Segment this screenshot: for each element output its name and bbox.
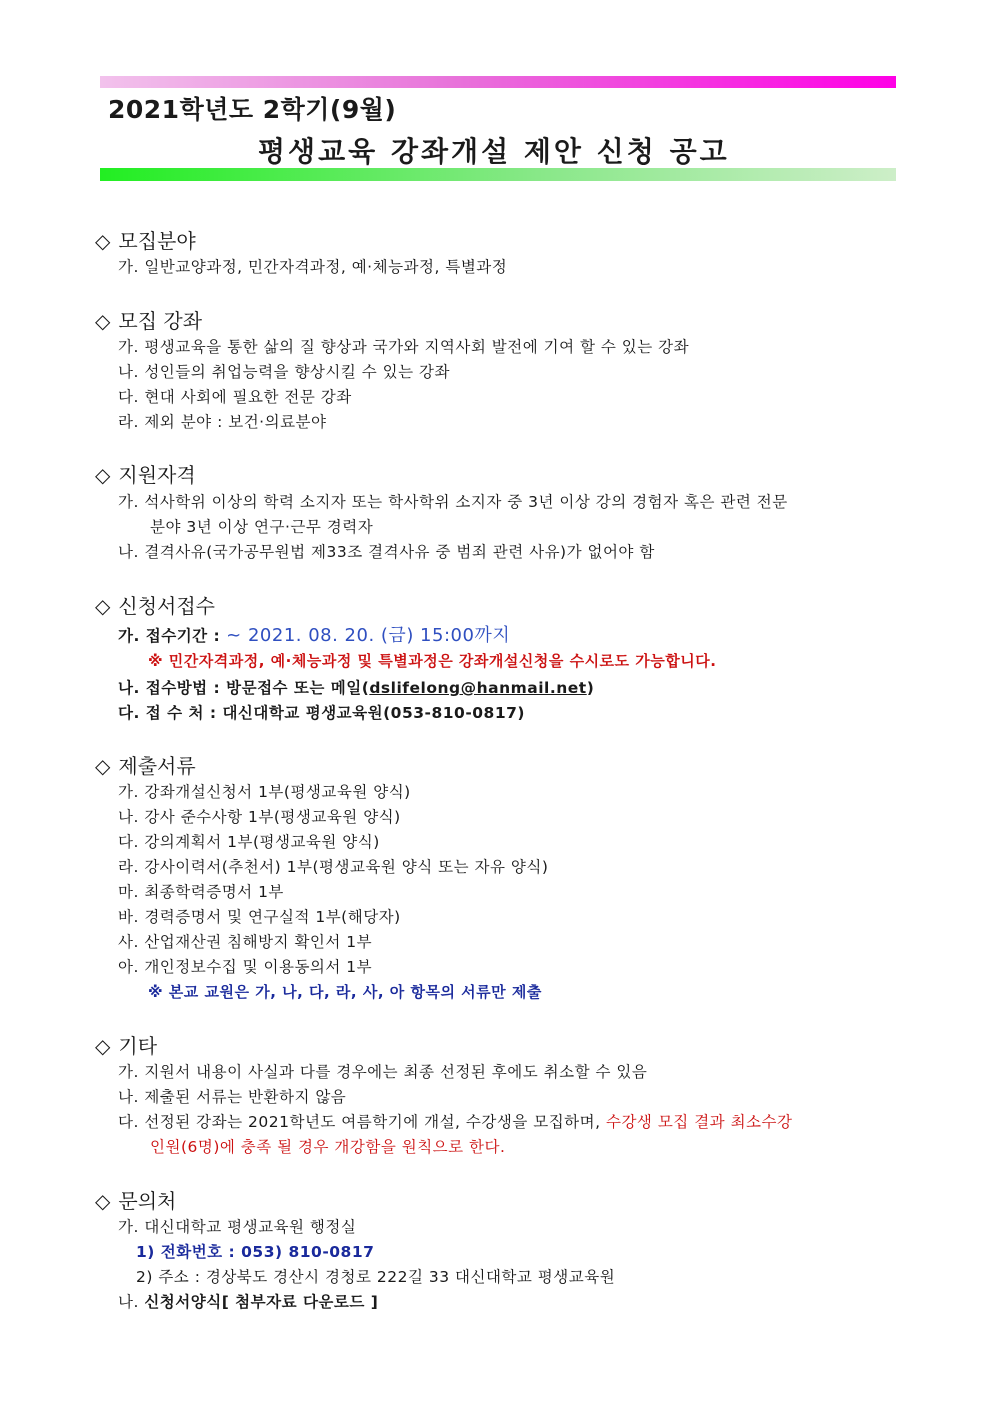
document-item: 나. 강사 준수사항 1부(평생교육원 양식): [118, 808, 401, 826]
download-forms: [118, 1290, 378, 1312]
title-line-1: 2021학년도 2학기(9월): [108, 95, 397, 124]
section-documents: [95, 750, 196, 779]
list-item: 가. 석사학위 이상의 학력 소지자 또는 학사학위 소지자 중 3년 이상 강의 경험자 혹은 관련 전문: [118, 493, 788, 511]
email-link[interactable]: dslifelong@hanmail.net: [369, 679, 587, 697]
document-item: 라. 강사이력서(추천서) 1부(평생교육원 양식 또는 자유 양식): [118, 858, 549, 876]
documents-note: ※ 본교 교원은 가, 나, 다, 라, 사, 아 항목의 서류만 제출: [148, 983, 542, 1001]
list-item: 나. 성인들의 취업능력을 향상시킬 수 있는 강좌: [118, 363, 450, 381]
list-item-continued: 분야 3년 이상 연구·근무 경력자: [150, 518, 374, 536]
list-item: 라. 제외 분야 : 보건·의료분야: [118, 413, 327, 431]
section-contact: [95, 1185, 176, 1214]
diamond-icon: ◇: [95, 1034, 111, 1058]
section-heading: 모집 강좌: [118, 309, 203, 333]
document-item: 아. 개인정보수집 및 이용동의서 1부: [118, 958, 373, 976]
download-forms-prefix: 나.: [118, 1293, 145, 1311]
section-heading: 모집분야: [118, 229, 196, 253]
diamond-icon: ◇: [95, 754, 111, 778]
document-item: 마. 최종학력증명서 1부: [118, 883, 284, 901]
application-note: ※ 민간자격과정, 예·체능과정 및 특별과정은 강좌개설신청을 수시로도 가능합니다.: [148, 652, 717, 670]
section-recruit-course: [95, 305, 202, 334]
contact-phone: 1) 전화번호 : 053) 810-0817: [136, 1243, 375, 1261]
title-top-bar: [100, 76, 896, 88]
section-heading: 지원자격: [118, 463, 196, 487]
application-method: [118, 676, 594, 698]
diamond-icon: ◇: [95, 594, 111, 618]
etc-c-text: 다. 선정된 강좌는 2021학년도 여름학기에 개설, 수강생을 모집하며,: [118, 1113, 606, 1131]
section-application: [95, 590, 215, 619]
list-item: 가. 대신대학교 평생교육원 행정실: [118, 1218, 357, 1236]
section-recruit-field: [95, 225, 196, 254]
diamond-icon: ◇: [95, 309, 111, 333]
document-item: 가. 강좌개설신청서 1부(평생교육원 양식): [118, 783, 411, 801]
application-method-close: ): [586, 679, 595, 697]
diamond-icon: ◇: [95, 1189, 111, 1213]
application-period: [118, 621, 510, 647]
section-heading: 신청서접수: [118, 594, 215, 618]
title-line-2: 평생교육 강좌개설 제안 신청 공고: [258, 135, 730, 168]
section-qualification: [95, 459, 196, 488]
title-bottom-bar: [100, 168, 896, 181]
diamond-icon: ◇: [95, 463, 111, 487]
section-heading: 문의처: [118, 1189, 177, 1213]
application-method-label: 나. 접수방법 : 방문접수 또는 메일(: [118, 679, 370, 697]
section-heading: 기타: [118, 1034, 158, 1058]
download-attachment-link[interactable]: 신청서양식[ 첨부자료 다운로드 ]: [144, 1293, 379, 1311]
list-item: 가. 평생교육을 통한 삶의 질 향상과 국가와 지역사회 발전에 기여 할 수 있는 강좌: [118, 338, 690, 356]
list-item: 가. 일반교양과정, 민간자격과정, 예·체능과정, 특별과정: [118, 258, 508, 276]
list-item: 나. 결격사유(국가공무원법 제33조 결격사유 중 범죄 관련 사유)가 없어야 함: [118, 543, 655, 561]
application-place: 다. 접 수 처 : 대신대학교 평생교육원(053-810-0817): [118, 704, 525, 722]
list-item: [118, 1110, 792, 1132]
application-period-label: 가. 접수기간 :: [118, 627, 227, 645]
section-etc: [95, 1030, 157, 1059]
document-item: 사. 산업재산권 침해방지 확인서 1부: [118, 933, 373, 951]
list-item: 나. 제출된 서류는 반환하지 않음: [118, 1088, 347, 1106]
list-item: 가. 지원서 내용이 사실과 다를 경우에는 최종 선정된 후에도 취소할 수 있음: [118, 1063, 648, 1081]
document-item: 다. 강의계획서 1부(평생교육원 양식): [118, 833, 380, 851]
list-item: 다. 현대 사회에 필요한 전문 강좌: [118, 388, 352, 406]
etc-c-red-continued: 인원(6명)에 충족 될 경우 개강함을 원칙으로 한다.: [150, 1138, 506, 1156]
diamond-icon: ◇: [95, 229, 111, 253]
contact-address: 2) 주소 : 경상북도 경산시 경청로 222길 33 대신대학교 평생교육원: [136, 1268, 616, 1286]
etc-c-red-text: 수강생 모집 결과 최소수강: [605, 1113, 793, 1131]
document-item: 바. 경력증명서 및 연구실적 1부(해당자): [118, 908, 401, 926]
section-heading: 제출서류: [118, 754, 196, 778]
application-period-value: ~ 2021. 08. 20. (금) 15:00까지: [226, 625, 511, 646]
